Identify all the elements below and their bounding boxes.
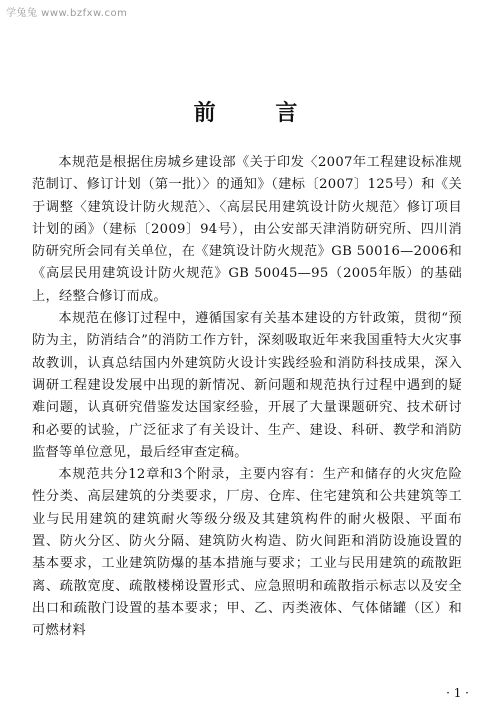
paragraph-3: 本规范共分12章和3个附录，主要内容有：生产和储存的火灾危险性分类、高层建筑的分类要求，厂房、仓库、住宅建筑和公共建筑等工业与民用建筑的建筑耐火等级分级及其建筑构件的耐火极限、平面布置、防火分区、防火分隔、建筑防火构造、防火间距和消防设施设置的基本要求，工业建筑防爆的基本措施与要求；工业与民用建筑的疏散距离、疏散宽度、疏散楼梯设置形式、应急照明和疏散指示标志以及安全出口和疏散门设置的基本要求；甲、乙、丙类液体、气体储罐（区）和可燃材料 xyxy=(32,467,462,639)
page-title: 前 言 xyxy=(193,101,324,126)
document-body xyxy=(32,152,462,643)
paragraph-1: 本规范是根据住房城乡建设部《关于印发〈2007年工程建设标准规范制订、修订计划（第一批）〉的通知》（建标〔2007〕125号）和《关于调整〈建筑设计防火规范〉、〈高层民用建筑设计防火规范〉修订项目计划的函》（建标〔2009〕94号），由公安部天津消防研究所、四川消防研究所会同有关单位，在《建筑设计防火规范》GB 50016—2006和《高层民用建筑设计防火规范》GB 50045—95（2005年版）的基础上，经整合修订而成。 xyxy=(32,155,462,304)
watermark-text: 学兔兔 www.bzfxw.com xyxy=(6,8,128,19)
paragraph-2: 本规范在修订过程中，遵循国家有关基本建设的方针政策，贯彻“预防为主，防消结合”的消防工作方针，深刻吸取近年来我国重特大火灾事故教训，认真总结国内外建筑防火设计实践经验和消防科技成果，深入调研工程建设发展中出现的新情况、新问题和规范执行过程中遇到的疑难问题，认真研究借鉴发达国家经验，开展了大量课题研究、技术研讨和必要的试验，广泛征求了有关设计、生产、建设、科研、教学和消防监督等单位意见，最后经审查定稿。 xyxy=(32,311,462,460)
page-number: · 1 · xyxy=(446,686,469,700)
